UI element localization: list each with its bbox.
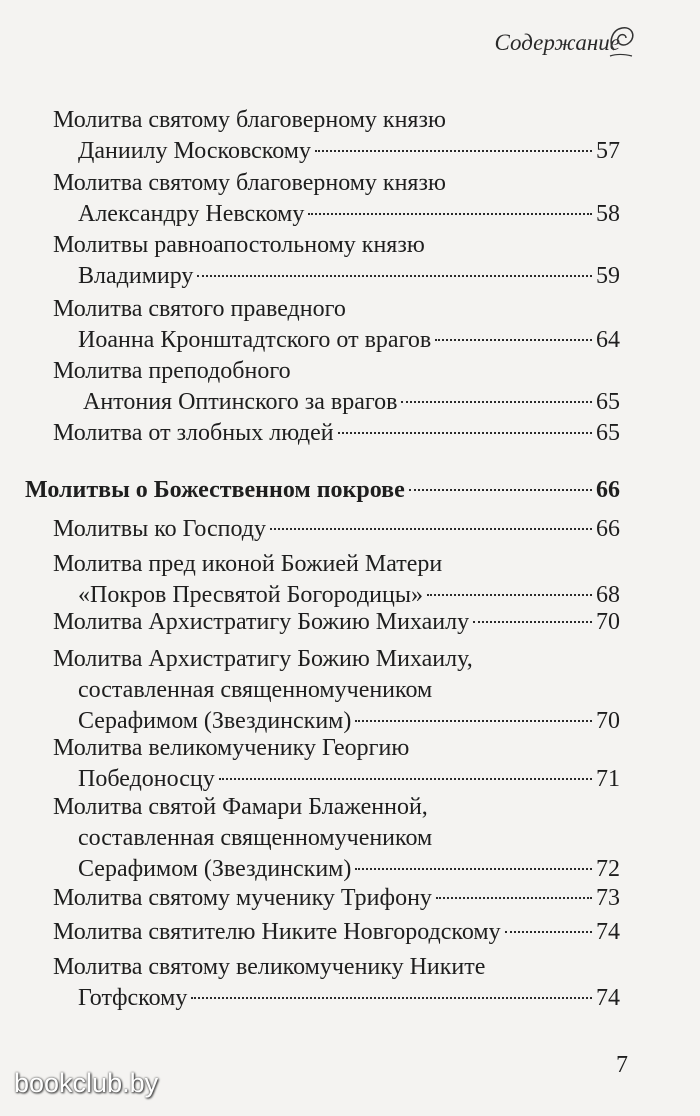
toc-entry-title-line: Молитва святителю Никите Новгородскому <box>53 919 501 945</box>
dot-leader <box>197 274 592 277</box>
toc-entry-title-line: Молитва преподобного <box>53 358 291 384</box>
toc-section-heading <box>25 475 620 506</box>
toc-page-number: 65 <box>596 420 620 446</box>
toc-entry <box>53 607 620 638</box>
toc-entry-title-line: Владимиру <box>78 263 194 289</box>
toc-entry-title-line: Серафимом (Звездинским) <box>78 856 352 882</box>
dot-leader <box>436 896 592 899</box>
toc-entry-title-line: Антония Оптинского за врагов <box>83 389 398 415</box>
toc-entry-title-line: Молитва святой Фамари Блаженной, <box>53 794 428 820</box>
toc-page-number: 65 <box>596 389 620 415</box>
toc-page-number: 57 <box>596 138 620 164</box>
running-head: Содержание <box>494 30 620 55</box>
toc-page-number: 70 <box>596 708 620 734</box>
toc-entry-title-line: Молитвы о Божественном покрове <box>25 477 405 503</box>
toc-entry-title-line: составленная священномучеником <box>78 825 433 851</box>
watermark: bookclub.by <box>14 1068 159 1098</box>
toc-page-number: 66 <box>596 477 620 503</box>
toc-entry <box>53 105 620 167</box>
toc-page-number: 66 <box>596 516 620 542</box>
dot-leader <box>427 593 592 596</box>
toc-page-number: 74 <box>596 985 620 1011</box>
toc-entry-title-line: Готфскому <box>78 985 188 1011</box>
dot-leader <box>409 488 592 491</box>
flourish-ornament-icon <box>606 20 640 64</box>
toc-entry <box>53 168 620 230</box>
toc-entry <box>53 294 620 356</box>
toc-entry-title-line: Победоносцу <box>78 766 215 792</box>
toc-entry-title-line: Даниилу Московскому <box>78 138 311 164</box>
toc-entry-title-line: Молитва пред иконой Божией Матери <box>53 551 443 577</box>
dot-leader <box>355 719 592 722</box>
toc-entry-title-line: Александру Невскому <box>78 201 305 227</box>
toc-entry-title-line: Серафимом (Звездинским) <box>78 708 352 734</box>
toc-entry-title-line: Молитва святому благоверному князю <box>53 170 446 196</box>
toc-entry-title-line: «Покров Пресвятой Богородицы» <box>78 582 423 608</box>
toc-entry-title-line: Молитва святому мученику Трифону <box>53 885 432 911</box>
toc-page-number: 64 <box>596 327 620 353</box>
toc-entry <box>53 356 620 418</box>
dot-leader <box>473 620 592 623</box>
toc-entry-title-line: Молитвы ко Господу <box>53 516 267 542</box>
toc-page-number: 73 <box>596 885 620 911</box>
toc-entry <box>53 549 620 611</box>
toc-entry <box>53 917 620 948</box>
toc-entry-title-line: Молитва от злобных людей <box>53 420 334 446</box>
toc-page-number: 71 <box>596 766 620 792</box>
toc-entry-title-line: Молитвы равноапостольному князю <box>53 232 425 258</box>
toc-entry <box>53 514 620 545</box>
dot-leader <box>338 431 592 434</box>
toc-entry-title-line: Молитва великомученику Георгию <box>53 735 410 761</box>
dot-leader <box>270 527 592 530</box>
toc-entry-title-line: Молитва святого праведного <box>53 296 346 322</box>
toc-page-number: 68 <box>596 582 620 608</box>
toc-entry-title-line: Иоанна Кронштадтского от врагов <box>78 327 432 353</box>
toc-entry-title-line: Молитва Архистратигу Божию Михаилу <box>53 609 470 635</box>
toc-page-number: 74 <box>596 919 620 945</box>
dot-leader <box>308 212 592 215</box>
dot-leader <box>191 996 592 999</box>
toc-entry-title-line: составленная священномучеником <box>78 677 433 703</box>
toc-page-number: 70 <box>596 609 620 635</box>
dot-leader <box>401 400 592 403</box>
toc-entry <box>53 733 620 795</box>
dot-leader <box>219 777 592 780</box>
toc-entry <box>53 883 620 914</box>
dot-leader <box>505 930 592 933</box>
toc-entry <box>53 230 620 292</box>
toc-page-number: 72 <box>596 856 620 882</box>
toc-page-number: 59 <box>596 263 620 289</box>
toc-entry-title-line: Молитва Архистратигу Божию Михаилу, <box>53 646 473 672</box>
toc-entry <box>53 792 620 885</box>
toc-entry <box>53 644 620 737</box>
dot-leader <box>355 867 592 870</box>
toc-entry <box>53 418 620 449</box>
toc-entry <box>53 952 620 1014</box>
toc-page-number: 58 <box>596 201 620 227</box>
page-number: 7 <box>616 1052 628 1078</box>
toc-entry-title-line: Молитва святому великомученику Никите <box>53 954 486 980</box>
toc-entry-title-line: Молитва святому благоверному князю <box>53 107 446 133</box>
dot-leader <box>435 338 592 341</box>
dot-leader <box>315 149 592 152</box>
